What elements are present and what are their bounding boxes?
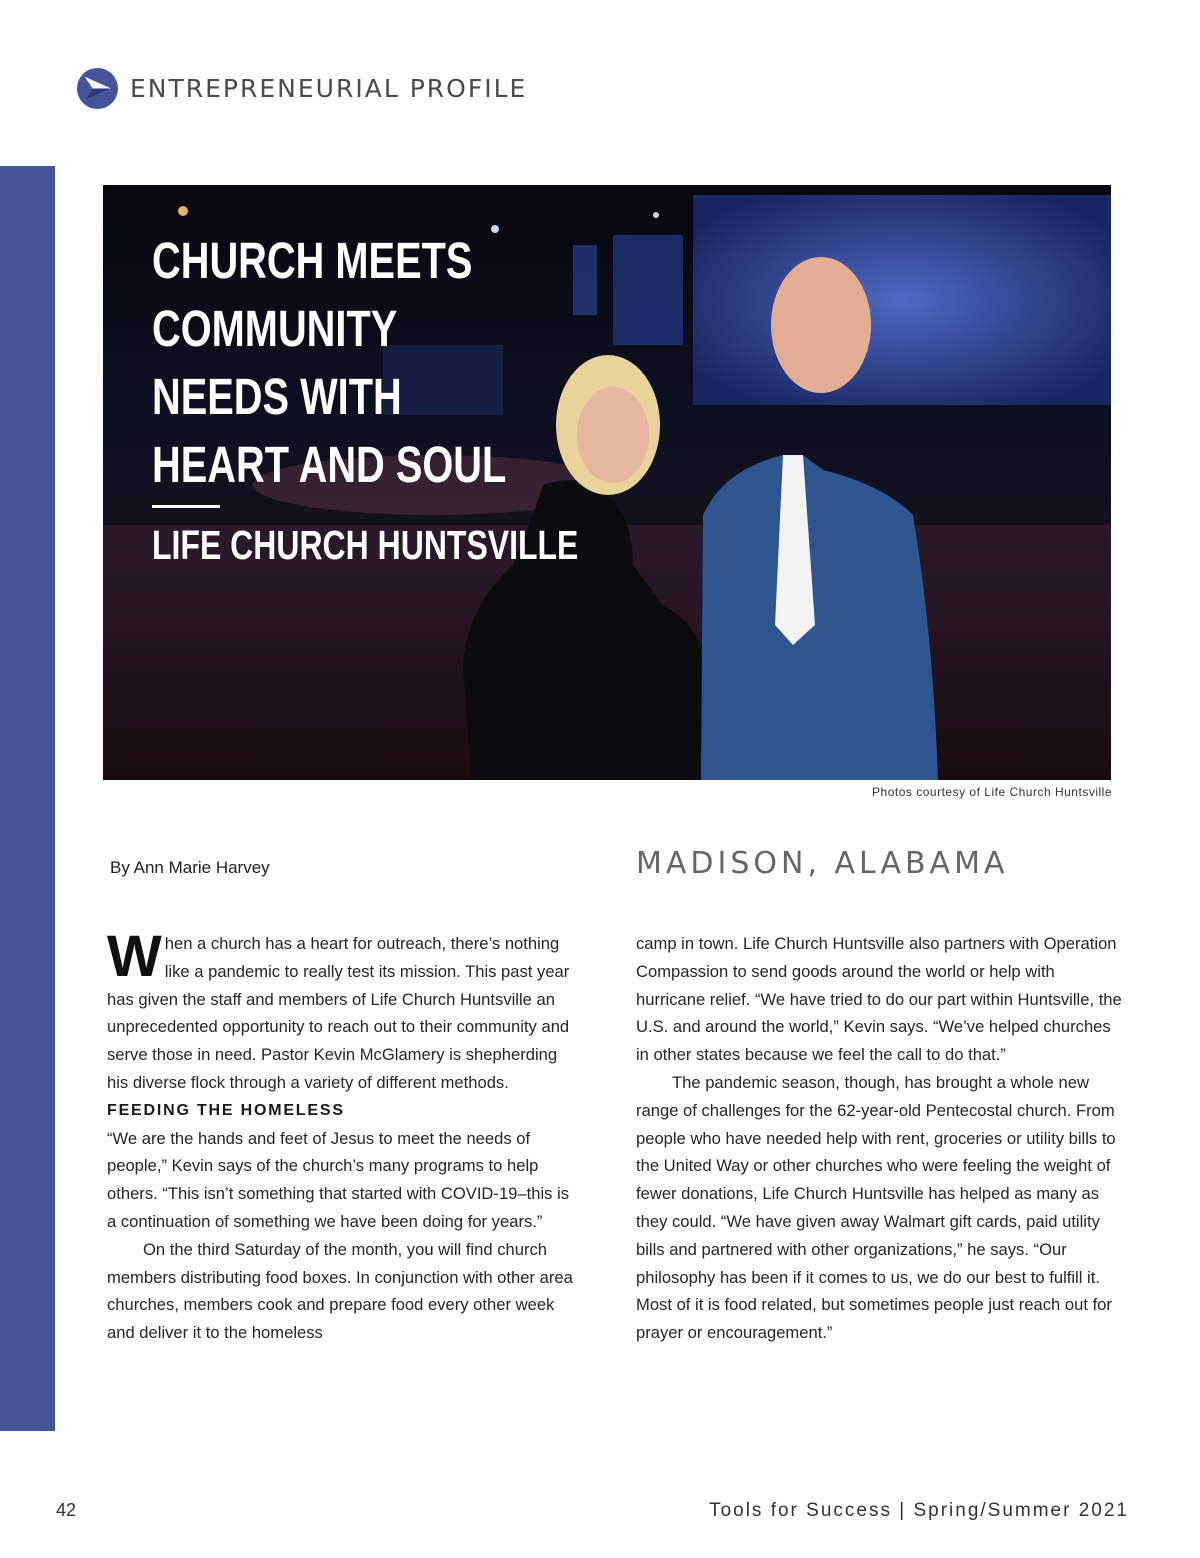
intro-text: hen a church has a heart for outreach, there’s nothing like a pandemic to really test its mission. This past year has given the staff and members of Life Church Huntsville an unprecedented opportunity to reach out to their community and serve those in need. Pastor Kevin McGlamery is shepherding his diverse flock through a variety of different methods.	[107, 934, 570, 1092]
hero-photo	[103, 185, 1111, 780]
hero-title-line: COMMUNITY	[152, 300, 398, 357]
body-paragraph-part: On the third Saturday of the month, you will find church members distributing food boxes. In conjunction with other area churches, members cook and prepare food every other week and deliver it to the homeless	[107, 1239, 573, 1343]
article-column-left	[107, 924, 579, 1347]
hero-title	[152, 227, 558, 499]
byline: By Ann Marie Harvey	[110, 858, 270, 877]
publication-footer: Tools for Success | Spring/Summer 2021	[709, 1500, 1129, 1521]
side-accent-bar	[0, 166, 55, 1431]
article-column-right	[636, 930, 1126, 1347]
section-header	[76, 66, 527, 110]
intro-paragraph	[107, 924, 579, 1097]
body-paragraph-continued: camp in town. Life Church Huntsville also partners with Operation Compassion to send goods around the world or help with hurricane relief. “We have tried to do our part within Huntsville, the U.S. and around the world,” Kevin says. “We’ve helped churches in other states because we feel the call to do that.”	[636, 934, 1122, 1065]
location-heading: MADISON, ALABAMA	[636, 846, 1009, 881]
body-paragraph: The pandemic season, though, has brought a whole new range of challenges for the 62-year-old Pentecostal church. From people who have needed help with rent, groceries or utility bills to the United Way or other churches who were feeling the weight of fewer donations, Life Church Huntsville has helped as many as they could. “We have given away Walmart gift cards, paid utility bills and partnered with other organizations,” he says. “Our philosophy has been if it comes to us, we do our best to fulfill it. Most of it is food related, but sometimes people just reach out for prayer or encouragement.”	[636, 1072, 1116, 1343]
body-paragraph	[107, 1236, 579, 1347]
section-label: ENTREPRENEURIAL PROFILE	[130, 73, 528, 103]
drop-cap: W	[107, 924, 162, 989]
title-divider	[152, 505, 220, 508]
hero-title-line: HEART AND SOUL	[152, 436, 507, 493]
hero-title-block	[152, 227, 672, 568]
hero-subtitle: LIFE CHURCH HUNTSVILLE	[152, 522, 579, 568]
section-subhead: FEEDING THE HOMELESS	[107, 1101, 345, 1119]
play-arrow-circle-icon	[76, 67, 119, 110]
hero-title-line: NEEDS WITH	[152, 368, 402, 425]
photo-credit: Photos courtesy of Life Church Huntsville	[872, 785, 1112, 799]
body-paragraph: “We are the hands and feet of Jesus to meet the needs of people,” Kevin says of the church’s many programs to help others. “This isn’t something that started with COVID-19–this is a continuation of something we have been doing for years.”	[107, 1128, 570, 1231]
hero-title-line: CHURCH MEETS	[152, 232, 473, 289]
page-number: 42	[56, 1500, 77, 1520]
